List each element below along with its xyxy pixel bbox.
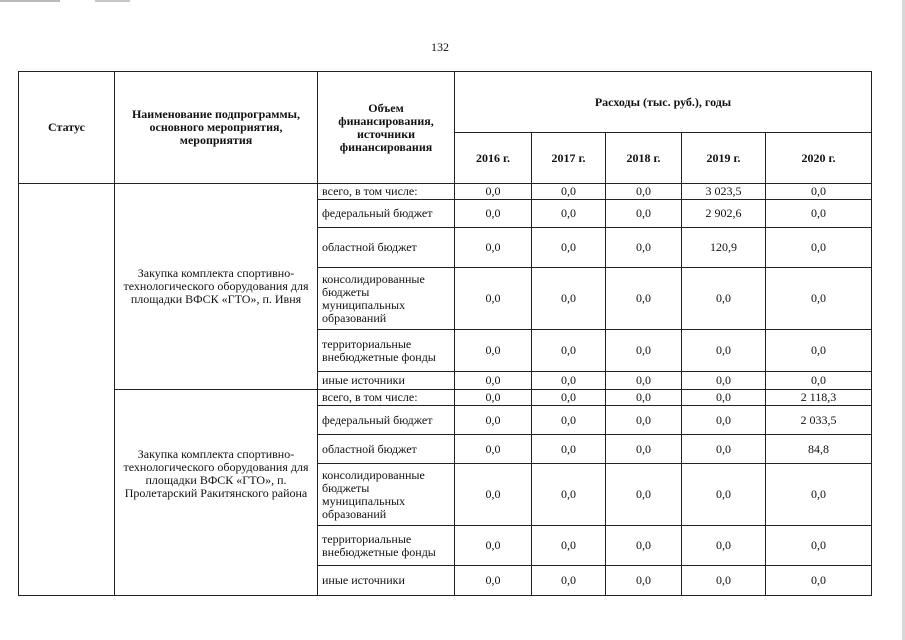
value-cell: 0,0 <box>606 184 682 200</box>
value-cell: 0,0 <box>532 268 606 330</box>
value-cell: 0,0 <box>682 566 766 596</box>
value-cell: 0,0 <box>682 406 766 435</box>
header-year: 2017 г. <box>532 133 606 184</box>
value-cell: 0,0 <box>455 390 532 406</box>
table-body <box>19 184 872 596</box>
source-cell: территориальные внебюджетные фонды <box>318 330 455 372</box>
value-cell: 0,0 <box>606 390 682 406</box>
scan-edge <box>0 0 905 2</box>
value-cell: 0,0 <box>532 566 606 596</box>
value-cell: 0,0 <box>455 330 532 372</box>
value-cell: 0,0 <box>682 372 766 390</box>
value-cell: 0,0 <box>455 372 532 390</box>
value-cell: 0,0 <box>606 526 682 566</box>
header-program-name: Наименование подпрограммы, основного мероприятия, мероприятия <box>115 72 318 184</box>
source-cell: всего, в том числе: <box>318 184 455 200</box>
value-cell: 0,0 <box>606 268 682 330</box>
value-cell: 0,0 <box>455 268 532 330</box>
table-row <box>19 184 872 200</box>
value-cell: 0,0 <box>606 566 682 596</box>
value-cell: 0,0 <box>532 184 606 200</box>
value-cell: 0,0 <box>532 228 606 268</box>
header-year: 2016 г. <box>455 133 532 184</box>
value-cell: 2 033,5 <box>766 406 872 435</box>
value-cell: 0,0 <box>766 526 872 566</box>
value-cell: 0,0 <box>682 390 766 406</box>
value-cell: 0,0 <box>766 464 872 526</box>
header-year: 2019 г. <box>682 133 766 184</box>
value-cell: 0,0 <box>455 566 532 596</box>
value-cell: 0,0 <box>766 184 872 200</box>
value-cell: 0,0 <box>682 268 766 330</box>
header-expenses: Расходы (тыс. руб.), годы <box>455 72 872 133</box>
value-cell: 0,0 <box>606 464 682 526</box>
value-cell: 84,8 <box>766 435 872 464</box>
header-status: Статус <box>19 72 115 184</box>
source-cell: консолидированные бюджеты муниципальных образований <box>318 464 455 526</box>
value-cell: 0,0 <box>455 406 532 435</box>
value-cell: 3 023,5 <box>682 184 766 200</box>
value-cell: 0,0 <box>455 526 532 566</box>
value-cell: 0,0 <box>606 228 682 268</box>
value-cell: 0,0 <box>606 406 682 435</box>
source-cell: федеральный бюджет <box>318 406 455 435</box>
header-year: 2020 г. <box>766 133 872 184</box>
program-name-cell: Закупка комплекта спортивно-технологического оборудования для площадки ВФСК «ГТО», п. Пролетарский Ракитянского района <box>115 390 318 596</box>
value-cell: 0,0 <box>532 464 606 526</box>
source-cell: иные источники <box>318 372 455 390</box>
value-cell: 0,0 <box>682 464 766 526</box>
value-cell: 2 902,6 <box>682 200 766 228</box>
value-cell: 0,0 <box>766 200 872 228</box>
value-cell: 0,0 <box>766 330 872 372</box>
value-cell: 0,0 <box>455 184 532 200</box>
status-cell <box>19 184 115 596</box>
value-cell: 0,0 <box>532 372 606 390</box>
value-cell: 0,0 <box>532 200 606 228</box>
source-cell: территориальные внебюджетные фонды <box>318 526 455 566</box>
value-cell: 0,0 <box>682 526 766 566</box>
header-year: 2018 г. <box>606 133 682 184</box>
value-cell: 0,0 <box>455 200 532 228</box>
table-row <box>19 390 872 406</box>
value-cell: 0,0 <box>606 435 682 464</box>
value-cell: 0,0 <box>606 330 682 372</box>
page-number: 132 <box>431 40 449 54</box>
source-cell: всего, в том числе: <box>318 390 455 406</box>
value-cell: 0,0 <box>682 330 766 372</box>
value-cell: 0,0 <box>766 372 872 390</box>
value-cell: 0,0 <box>532 435 606 464</box>
value-cell: 0,0 <box>532 406 606 435</box>
budget-table <box>18 71 872 596</box>
value-cell: 0,0 <box>766 268 872 330</box>
value-cell: 0,0 <box>532 526 606 566</box>
source-cell: областной бюджет <box>318 228 455 268</box>
value-cell: 0,0 <box>606 200 682 228</box>
value-cell: 0,0 <box>606 372 682 390</box>
header-funding: Объем финансирования, источники финансирования <box>318 72 455 184</box>
value-cell: 0,0 <box>532 390 606 406</box>
value-cell: 120,9 <box>682 228 766 268</box>
value-cell: 0,0 <box>682 435 766 464</box>
value-cell: 2 118,3 <box>766 390 872 406</box>
source-cell: иные источники <box>318 566 455 596</box>
value-cell: 0,0 <box>455 464 532 526</box>
value-cell: 0,0 <box>766 228 872 268</box>
source-cell: федеральный бюджет <box>318 200 455 228</box>
value-cell: 0,0 <box>455 228 532 268</box>
value-cell: 0,0 <box>532 330 606 372</box>
value-cell: 0,0 <box>766 566 872 596</box>
value-cell: 0,0 <box>455 435 532 464</box>
program-name-cell: Закупка комплекта спортивно-технологического оборудования для площадки ВФСК «ГТО», п. Ивня <box>115 184 318 390</box>
source-cell: консолидированные бюджеты муниципальных образований <box>318 268 455 330</box>
source-cell: областной бюджет <box>318 435 455 464</box>
